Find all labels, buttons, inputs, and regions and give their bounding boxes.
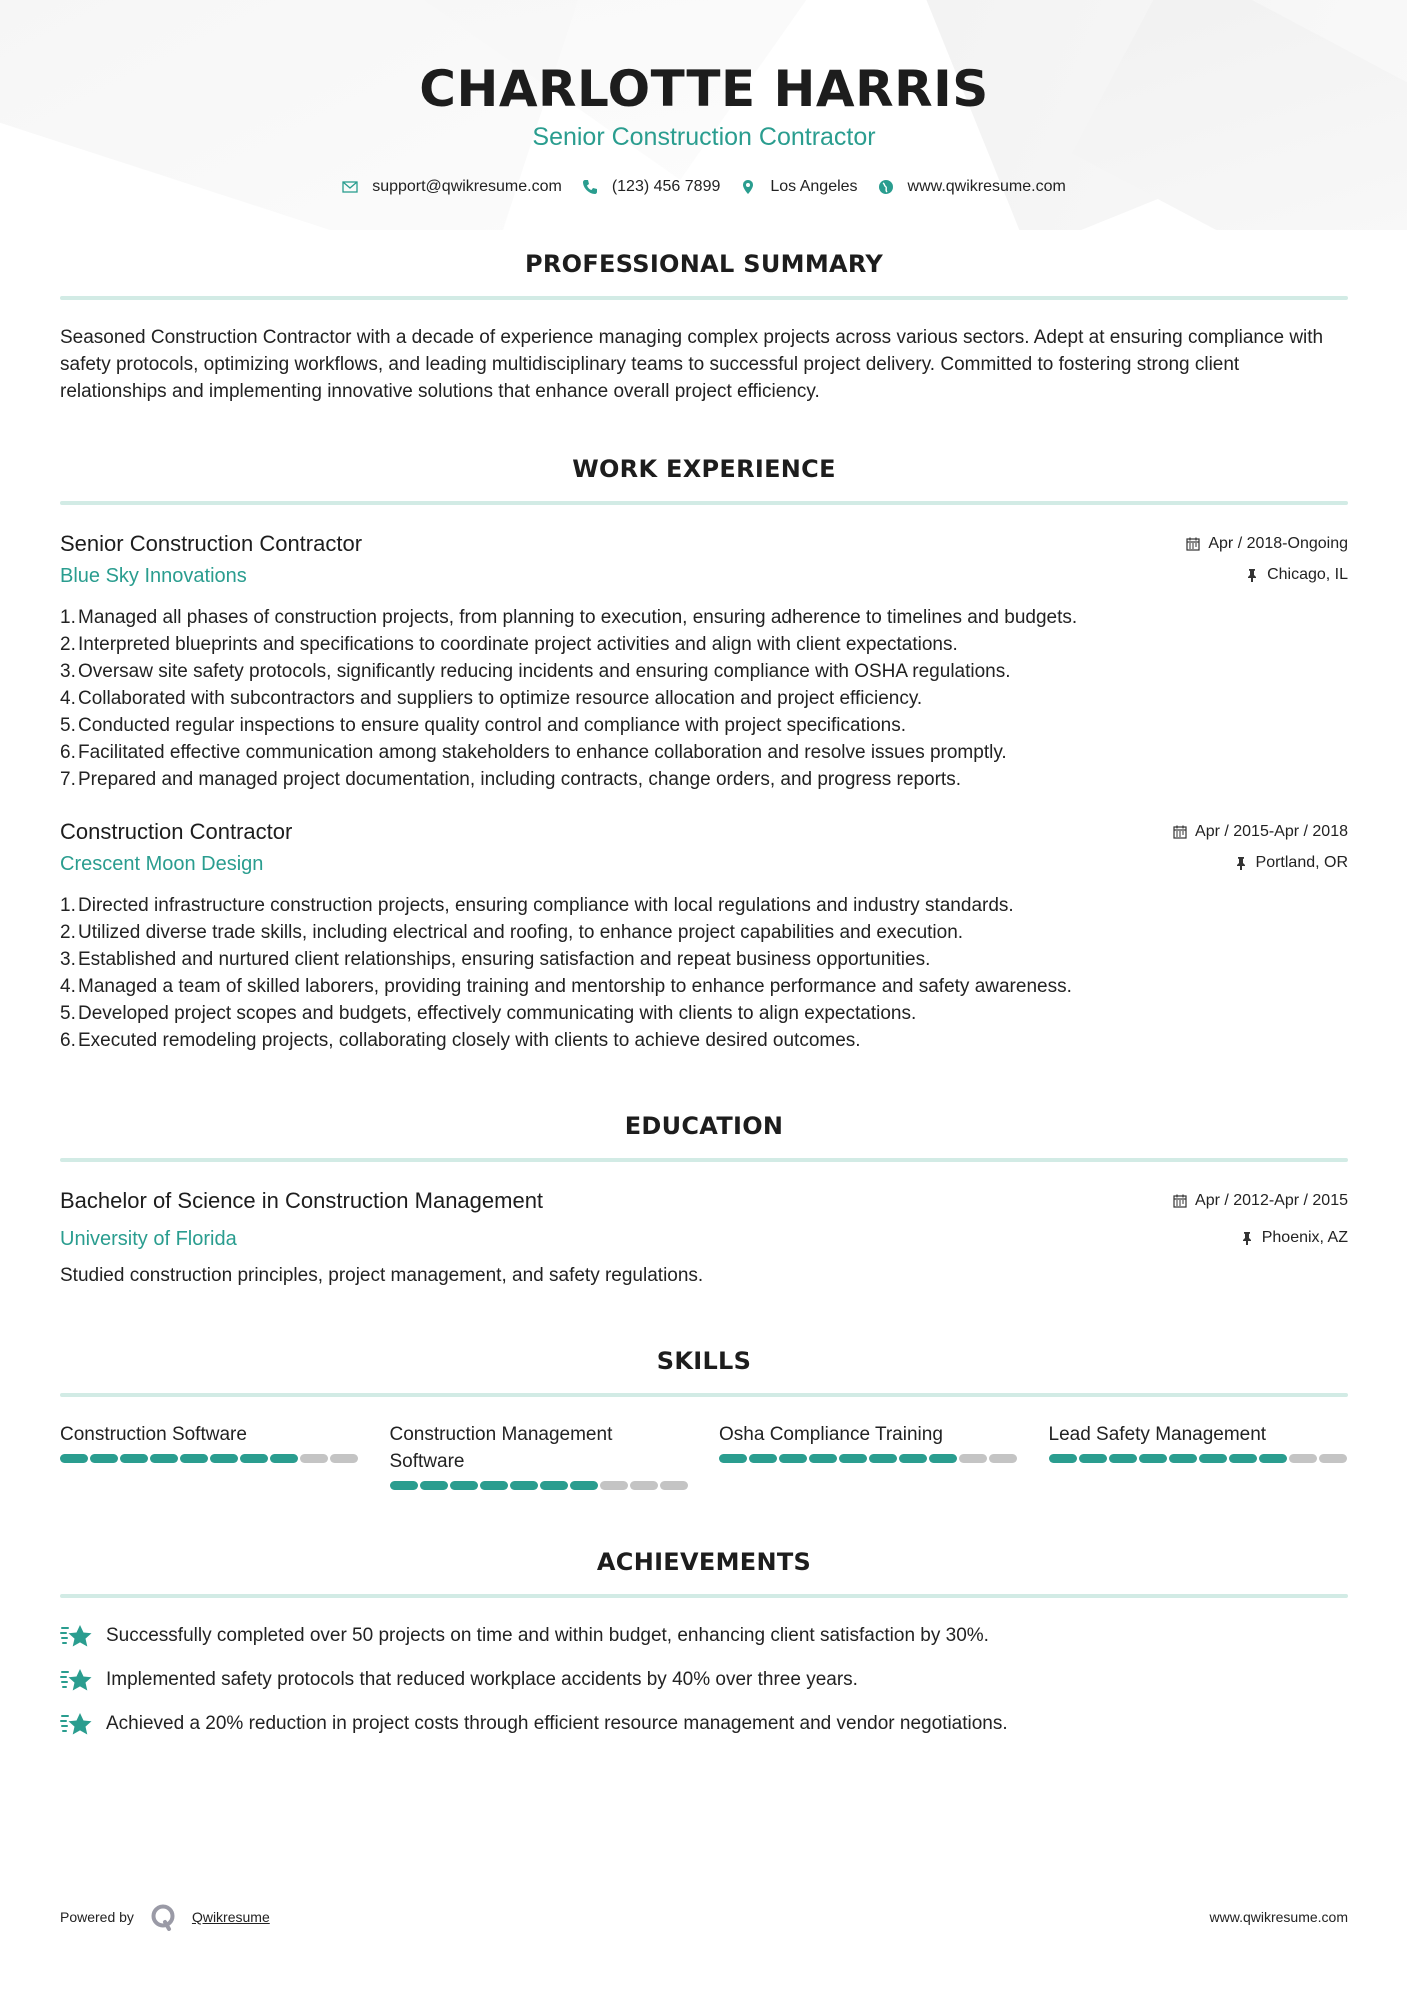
skill-segment (450, 1481, 478, 1490)
website-text: www.qwikresume.com (907, 178, 1066, 195)
bullet-item: 4. Collaborated with subcontractors and suppliers to optimize resource allocation and project efficiency. (60, 688, 923, 709)
achievement-item: Achieved a 20% reduction in project costs through efficient resource management and vendor negotiations. (60, 1710, 1348, 1737)
education-entry (60, 1188, 1348, 1287)
skill-segment (1199, 1454, 1227, 1463)
job-title: Construction Contractor (60, 819, 293, 844)
skill-item (1049, 1421, 1349, 1490)
location-text: Los Angeles (770, 178, 858, 195)
skill-segment (570, 1481, 598, 1490)
section-divider (60, 501, 1348, 505)
bullet-item: 4. Managed a team of skilled laborers, providing training and mentorship to enhance performance and safety awareness. (60, 976, 1072, 997)
skill-segment (779, 1454, 807, 1463)
skills-section (60, 1347, 1348, 1490)
contact-email[interactable] (342, 178, 562, 196)
job-dates: Apr / 2018-Ongoing (1186, 535, 1348, 553)
section-divider (60, 1594, 1348, 1598)
skill-segment (959, 1454, 987, 1463)
education-description: Studied construction principles, project management, and safety regulations. (60, 1265, 704, 1286)
bullet-item: 1. Directed infrastructure construction projects, ensuring compliance with local regulations and industry standards. (60, 895, 1014, 916)
pushpin-icon (1240, 1231, 1254, 1245)
skill-level-bar (719, 1454, 1019, 1463)
skill-segment (899, 1454, 927, 1463)
skill-level-bar (1049, 1454, 1349, 1463)
skill-segment (150, 1454, 178, 1463)
skill-item (60, 1421, 360, 1490)
achievement-item: Successfully completed over 50 projects on time and within budget, enhancing client satisfaction by 30%. (60, 1622, 1348, 1649)
footer-website[interactable]: www.qwikresume.com (1209, 1909, 1348, 1925)
skill-segment (120, 1454, 148, 1463)
job-bullets (60, 892, 1348, 1054)
job-location: Portland, OR (1234, 854, 1348, 872)
achievement-item: Implemented safety protocols that reduced workplace accidents by 40% over three years. (60, 1666, 1348, 1693)
skill-segment (1169, 1454, 1197, 1463)
bullet-item: 6. Facilitated effective communication among stakeholders to enhance collaboration and resolve issues promptly. (60, 742, 1007, 763)
resume-header (60, 0, 1348, 196)
skill-segment (660, 1481, 688, 1490)
skill-segment (749, 1454, 777, 1463)
contact-bar (60, 178, 1348, 196)
job-entry (60, 819, 1348, 1054)
pushpin-icon (1245, 568, 1259, 582)
skill-segment (180, 1454, 208, 1463)
summary-section (60, 250, 1348, 405)
education-dates: Apr / 2012-Apr / 2015 (1173, 1192, 1348, 1210)
section-heading: SKILLS (656, 1347, 752, 1375)
company-name: Crescent Moon Design (60, 853, 264, 875)
bullet-item: 2. Utilized diverse trade skills, including electrical and roofing, to enhance project capabilities and execution. (60, 922, 964, 943)
bullet-item: 7. Prepared and managed project documentation, including contracts, change orders, and progress reports. (60, 769, 961, 790)
skill-segment (480, 1481, 508, 1490)
skill-name: Construction Management Software (389, 1424, 613, 1472)
powered-by-label: Powered by (60, 1909, 134, 1925)
degree-title: Bachelor of Science in Construction Management (60, 1188, 544, 1213)
section-heading: EDUCATION (624, 1112, 784, 1140)
section-heading: WORK EXPERIENCE (572, 455, 836, 483)
bullet-item: 5. Conducted regular inspections to ensure quality control and compliance with project specifications. (60, 715, 907, 736)
skill-segment (630, 1481, 658, 1490)
skill-segment (1229, 1454, 1257, 1463)
skill-segment (929, 1454, 957, 1463)
star-icon (60, 1667, 94, 1693)
skill-segment (330, 1454, 358, 1463)
skill-segment (90, 1454, 118, 1463)
section-divider (60, 1158, 1348, 1162)
skill-segment (300, 1454, 328, 1463)
star-icon (60, 1711, 94, 1737)
skill-segment (60, 1454, 88, 1463)
section-heading: ACHIEVEMENTS (596, 1548, 812, 1576)
skill-segment (510, 1481, 538, 1490)
skill-segment (1259, 1454, 1287, 1463)
company-name: Blue Sky Innovations (60, 565, 247, 587)
skill-segment (1049, 1454, 1077, 1463)
calendar-icon (1186, 537, 1200, 551)
skill-segment (869, 1454, 897, 1463)
bullet-item: 1. Managed all phases of construction projects, from planning to execution, ensuring adherence to timelines and budgets. (60, 607, 1078, 628)
skill-level-bar (60, 1454, 360, 1463)
skill-segment (809, 1454, 837, 1463)
skill-level-bar (390, 1481, 690, 1490)
bullet-item: 3. Established and nurtured client relationships, ensuring satisfaction and repeat business opportunities. (60, 949, 931, 970)
skill-segment (1079, 1454, 1107, 1463)
globe-icon (878, 179, 894, 195)
candidate-name: CHARLOTTE HARRIS (419, 60, 989, 118)
work-experience-section (60, 455, 1348, 1054)
section-heading: PROFESSIONAL SUMMARY (524, 250, 884, 278)
email-text: support@qwikresume.com (372, 178, 562, 195)
skill-segment (719, 1454, 747, 1463)
skill-segment (210, 1454, 238, 1463)
resume-page (60, 0, 1348, 1754)
skill-segment (540, 1481, 568, 1490)
skill-segment (839, 1454, 867, 1463)
skill-segment (1109, 1454, 1137, 1463)
skill-segment (1319, 1454, 1347, 1463)
bullet-item: 2. Interpreted blueprints and specifications to coordinate project activities and align with client expectations. (60, 634, 958, 655)
calendar-icon (1173, 1194, 1187, 1208)
page-footer (60, 1903, 1348, 1931)
bullet-item: 3. Oversaw site safety protocols, significantly reducing incidents and ensuring compliance with OSHA regulations. (60, 661, 1011, 682)
job-dates: Apr / 2015-Apr / 2018 (1173, 823, 1348, 841)
skill-name: Construction Software (60, 1424, 247, 1445)
job-bullets (60, 604, 1348, 793)
calendar-icon (1173, 825, 1187, 839)
job-entry (60, 531, 1348, 793)
skills-grid (60, 1421, 1348, 1490)
job-location: Chicago, IL (1245, 566, 1348, 584)
skill-segment (390, 1481, 418, 1490)
pushpin-icon (1234, 856, 1248, 870)
skill-segment (420, 1481, 448, 1490)
skill-segment (270, 1454, 298, 1463)
powered-by (60, 1903, 270, 1931)
education-location: Phoenix, AZ (1240, 1229, 1348, 1247)
education-section (60, 1112, 1348, 1287)
skill-segment (600, 1481, 628, 1490)
skill-segment (1289, 1454, 1317, 1463)
skill-name: Lead Safety Management (1048, 1424, 1267, 1445)
skill-item (390, 1421, 690, 1490)
phone-icon (582, 179, 598, 195)
qwikresume-logo-icon (150, 1903, 178, 1931)
school-name: University of Florida (60, 1228, 237, 1250)
contact-location (740, 178, 857, 196)
map-pin-icon (740, 179, 756, 195)
envelope-icon (342, 179, 358, 195)
job-title: Senior Construction Contractor (60, 531, 363, 556)
qwikresume-link[interactable]: Qwikresume (191, 1909, 270, 1925)
contact-phone[interactable] (582, 178, 721, 196)
summary-text: Seasoned Construction Contractor with a decade of experience managing complex projects across various sectors. Adept at ensuring compliance with safety protocols, optimizing workflows, and leading multidisciplinary teams to successful project delivery. Committed to fostering strong client relationships and implementing innovative solutions that enhance overall project efficiency. (60, 327, 1324, 402)
skill-segment (240, 1454, 268, 1463)
section-divider (60, 296, 1348, 300)
star-icon (60, 1623, 94, 1649)
phone-text: (123) 456 7899 (611, 178, 721, 195)
skill-segment (989, 1454, 1017, 1463)
section-divider (60, 1393, 1348, 1397)
achievements-section (60, 1548, 1348, 1737)
bullet-item: 6. Executed remodeling projects, collaborating closely with clients to achieve desired outcomes. (60, 1030, 861, 1051)
skill-name: Osha Compliance Training (719, 1424, 943, 1445)
skill-segment (1139, 1454, 1167, 1463)
bullet-item: 5. Developed project scopes and budgets, effectively communicating with clients to align expectations. (60, 1003, 917, 1024)
candidate-title: Senior Construction Contractor (532, 123, 876, 151)
skill-item (719, 1421, 1019, 1490)
contact-website[interactable] (878, 178, 1066, 196)
achievements-list (60, 1622, 1348, 1737)
